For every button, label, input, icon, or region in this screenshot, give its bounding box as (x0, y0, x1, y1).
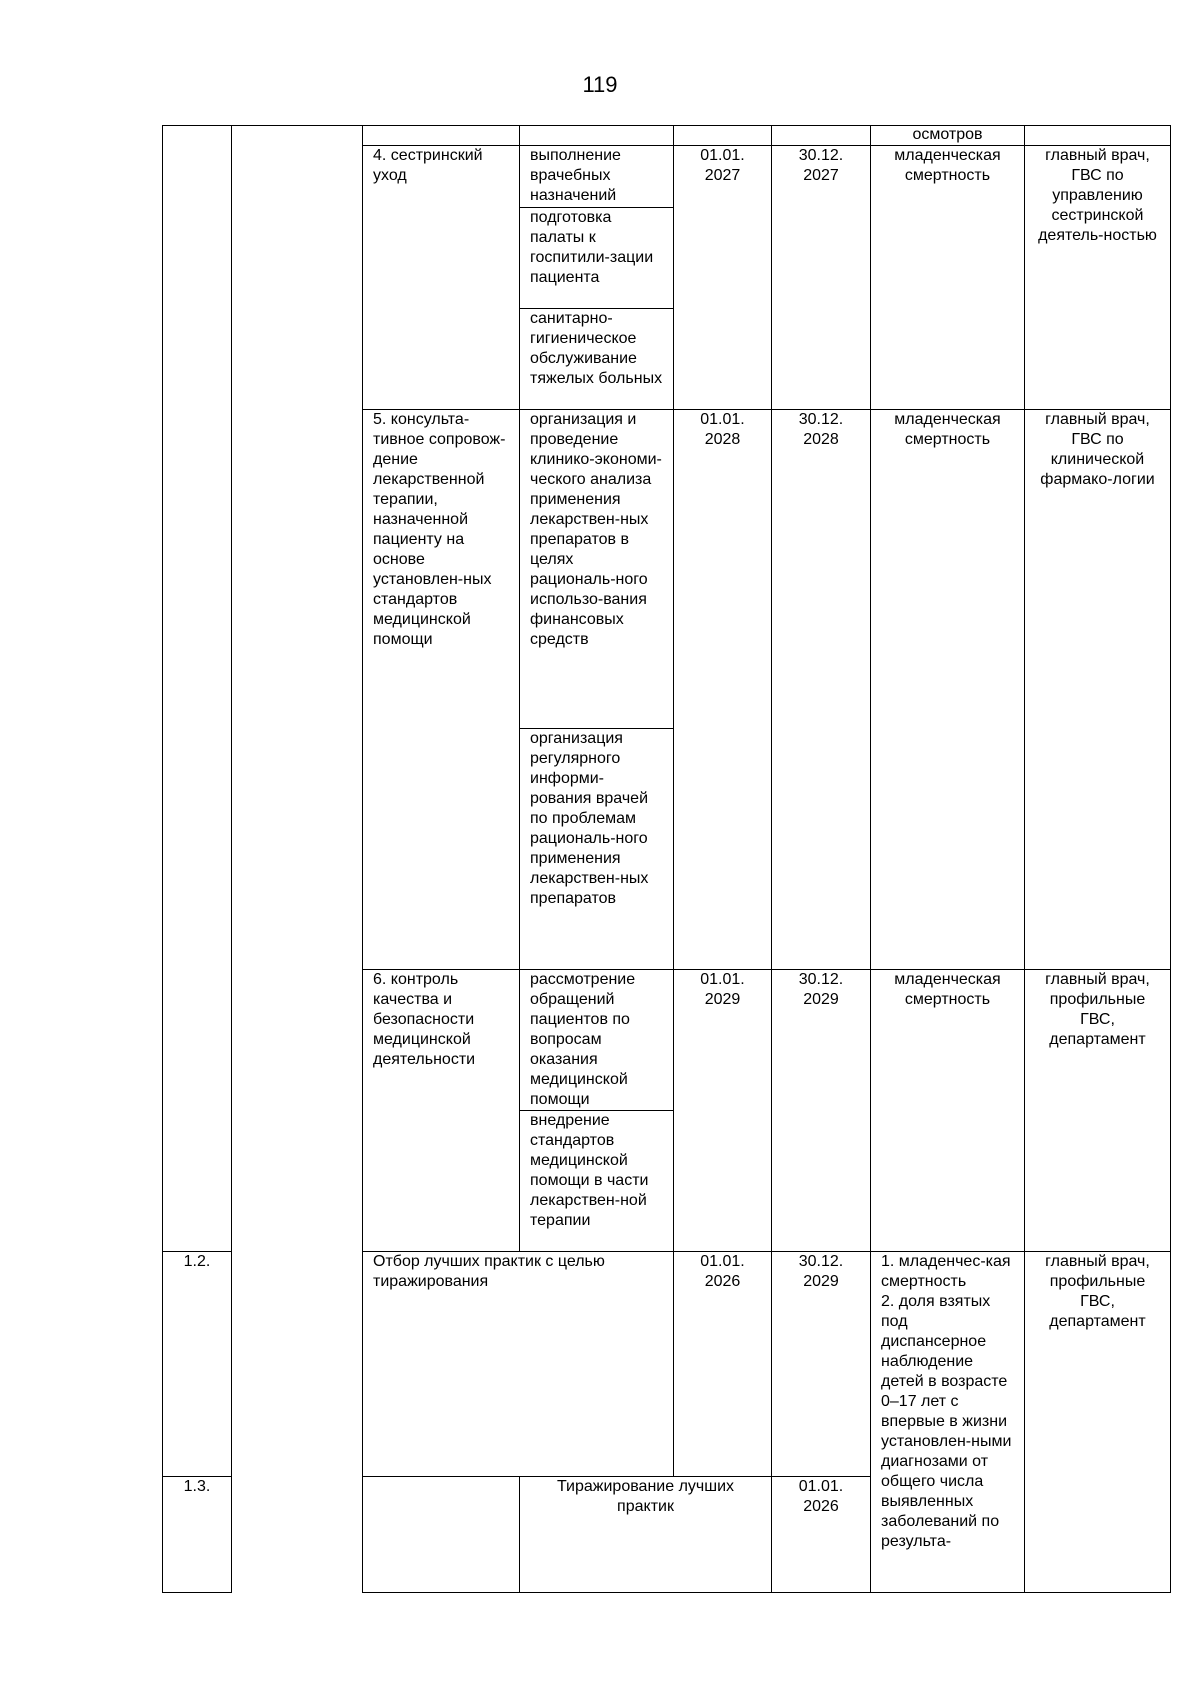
cell-direction: 5. консульта-тивное сопровож-дение лекарственной терапии, назначенной пациенту на основе установлен-ных стандартов медицинской помощи (363, 410, 520, 970)
measures-table (162, 125, 1171, 1593)
cell-activity: организация регулярного информи-рования врачей по проблемам рациональ-ного применения лекарствен-ных препаратов (520, 729, 674, 970)
table-row (163, 126, 1171, 146)
cell-start: 01.01. 2026 (674, 1252, 772, 1477)
cell-responsible (1025, 126, 1171, 146)
cell-responsible: главный врач, ГВС по управлению сестринской деятель-ностью (1025, 146, 1171, 410)
cell-end: 30.12. 2029 (772, 1252, 871, 1477)
cell-direction: 6. контроль качества и безопасности медицинской деятельности (363, 970, 520, 1252)
cell-end: 30.12. 2029 (772, 970, 871, 1252)
cell-indicator: младенческая смертность (871, 970, 1025, 1252)
table-row (163, 146, 1171, 208)
page-number: 119 (582, 72, 618, 97)
cell-num: 1.2. (163, 1252, 232, 1477)
cell-section (363, 1477, 520, 1593)
cell-activity: организация и проведение клинико-экономи-ческого анализа применения лекарствен-ных препаратов в целях рациональ-ного использо-вания финансовых средств (520, 410, 674, 729)
cell-section (232, 126, 363, 146)
cell-responsible: главный врач, профильные ГВС, департамент (1025, 1252, 1171, 1593)
cell-activity: рассмотрение обращений пациентов по вопросам оказания медицинской помощи (520, 970, 674, 1111)
cell-end: 30.12. 2028 (772, 410, 871, 970)
cell-direction (363, 126, 520, 146)
cell-end (772, 126, 871, 146)
cell-start: 01.01. 2026 (772, 1477, 871, 1593)
cell-start (674, 126, 772, 146)
cell-end: 30.12. 2027 (772, 146, 871, 410)
cell-start: 01.01. 2027 (674, 146, 772, 410)
cell-num (163, 970, 232, 1252)
cell-start: 01.01. 2028 (674, 410, 772, 970)
cell-section (232, 146, 363, 1593)
cell-activity (520, 126, 674, 146)
cell-indicator: младенческая смертность (871, 410, 1025, 970)
cell-text: Тиражирование лучших практик (520, 1477, 772, 1593)
cell-indicator: осмотров (871, 126, 1025, 146)
cell-activity: внедрение стандартов медицинской помощи в части лекарствен-ной терапии (520, 1111, 674, 1252)
cell-responsible: главный врач, ГВС по клинической фармако-логии (1025, 410, 1171, 970)
cell-num (163, 126, 232, 146)
cell-activity: подготовка палаты к госпитили-зации пациента (520, 208, 674, 309)
cell-num (163, 410, 232, 970)
cell-indicator: 1. младенчес-кая смертность 2. доля взятых под диспансерное наблюдение детей в возрасте 0–17 лет с впервые в жизни установлен-ными диагнозами от общего числа выявленных заболеваний по результа- (871, 1252, 1025, 1593)
cell-num (163, 146, 232, 410)
cell-direction: 4. сестринский уход (363, 146, 520, 410)
cell-indicator: младенческая смертность (871, 146, 1025, 410)
cell-activity: выполнение врачебных назначений (520, 146, 674, 208)
cell-start: 01.01. 2029 (674, 970, 772, 1252)
cell-num: 1.3. (163, 1477, 232, 1593)
cell-activity: санитарно-гигиеническое обслуживание тяжелых больных (520, 309, 674, 410)
cell-responsible: главный врач, профильные ГВС, департамент (1025, 970, 1171, 1252)
cell-text: Отбор лучших практик с целью тиражирования (363, 1252, 674, 1477)
